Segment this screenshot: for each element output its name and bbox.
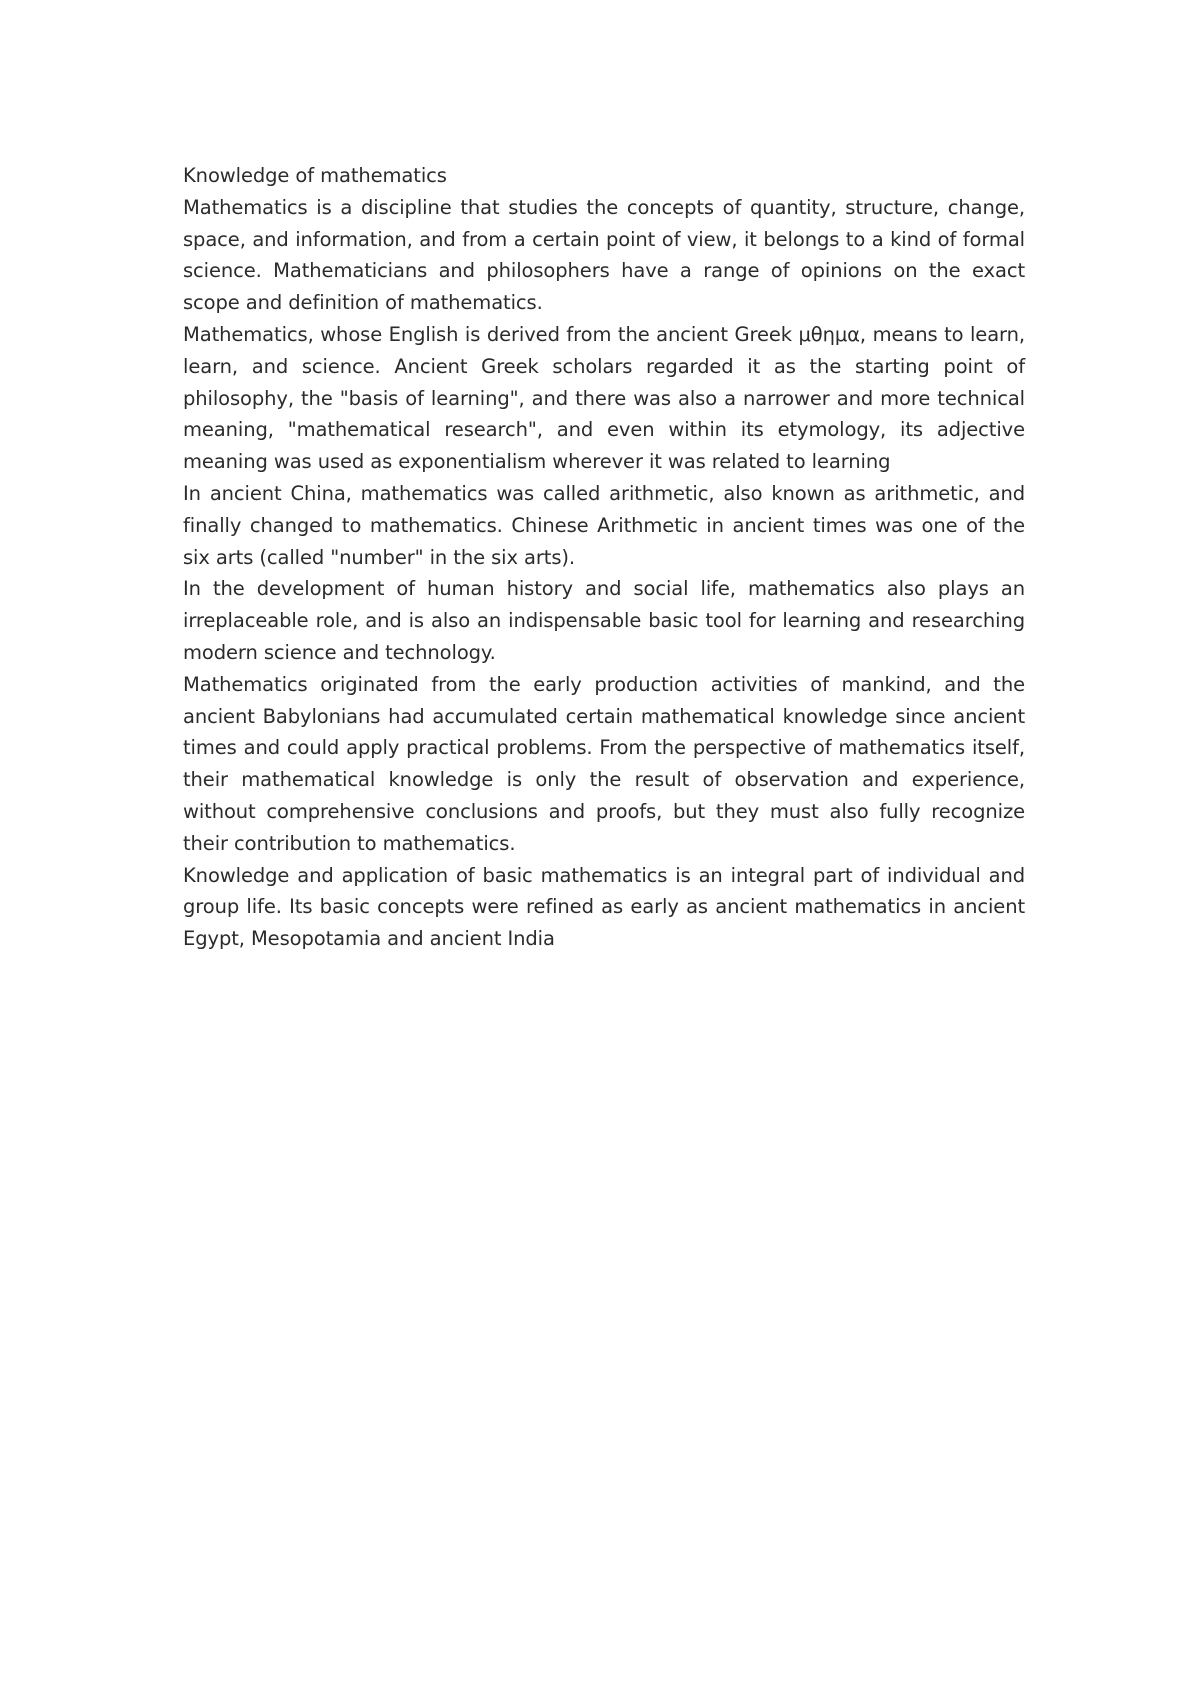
paragraph-etymology: Mathematics, whose English is derived from the ancient Greek μθημα, means to learn, learn, and science. Ancient Greek scholars regarded it as the starting point of philosophy, the "basis of learning", and there was also a narrower and more technical meaning, "mathematical research", and even within its etymology, its adjective meaning was used as exponentialism wherever it was related to learning: [183, 322, 1025, 474]
paragraph-application: Knowledge and application of basic mathematics is an integral part of individual and group life. Its basic concepts were refined as early as ancient mathematics in ancient Egypt, Mesopotamia and ancient India: [183, 863, 1025, 951]
paragraph-definition: Mathematics is a discipline that studies the concepts of quantity, structure, change, space, and information, and from a certain point of view, it belongs to a kind of formal science. Mathematicians and philosophers have a range of opinions on the exact scope and definition of mathematics.: [183, 195, 1025, 315]
paragraph-ancient-china: In ancient China, mathematics was called arithmetic, also known as arithmetic, and finally changed to mathematics. Chinese Arithmetic in ancient times was one of the six arts (called "number" in the six arts).: [183, 481, 1025, 569]
document-body: [183, 160, 1025, 955]
paragraph-role: In the development of human history and social life, mathematics also plays an irreplaceable role, and is also an indispensable basic tool for learning and researching modern science and technology.: [183, 577, 1025, 664]
paragraph-origins: Mathematics originated from the early production activities of mankind, and the ancient Babylonians had accumulated certain mathematical knowledge since ancient times and could apply practical problems. From the perspective of mathematics itself, their mathematical knowledge is only the result of observation and experience, without comprehensive conclusions and proofs, but they must also fully recognize their contribution to mathematics.: [183, 672, 1025, 855]
document-title: Knowledge of mathematics: [183, 164, 447, 187]
